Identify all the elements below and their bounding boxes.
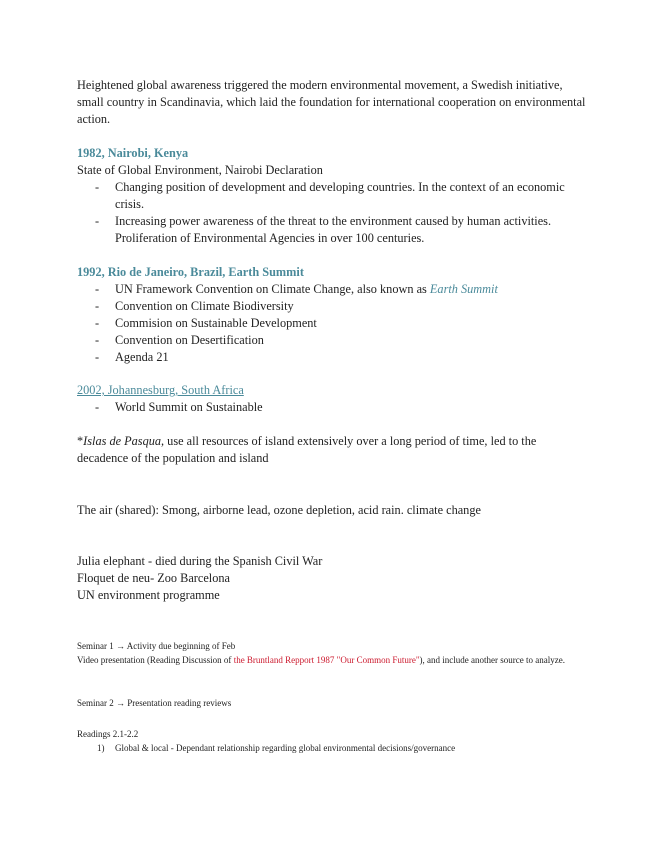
section-1992-heading: 1992, Rio de Janeiro, Brazil, Earth Summit <box>77 265 304 279</box>
islas-paragraph: *Islas de Pasqua, use all resources of island extensively over a long period of time, led to the decadence of the population and island <box>77 434 537 465</box>
section-2002-list <box>77 399 587 416</box>
section-1992 <box>77 264 587 366</box>
earth-summit-link[interactable]: Earth Summit <box>429 282 498 296</box>
seminar-1-title: Seminar 1 → Activity due beginning of Feb <box>77 641 236 651</box>
list-item: - Convention on Desertification <box>95 333 264 347</box>
list-item: - Increasing power awareness of the threat to the environment caused by human activities. Proliferation of Environmental Agencies in over 100 centuries. <box>95 214 552 245</box>
list-item: - World Summit on Sustainable <box>95 400 263 414</box>
section-2002-heading-link[interactable]: 2002, Johannesburg, South Africa <box>77 383 244 397</box>
list-item: - Commision on Sustainable Development <box>95 316 317 330</box>
readings-block <box>77 727 587 755</box>
readings-label: Readings 2.1-2.2 <box>77 729 139 739</box>
bruntland-report-title: the Bruntland Repport 1987 "Our Common Future" <box>233 655 420 665</box>
note-line: UN environment programme <box>77 588 220 602</box>
seminar-1-details: Video presentation (Reading Discussion of the Bruntland Repport 1987 "Our Common Future"), and include another source to analyze. <box>77 655 565 665</box>
islas-name: Islas de Pasqua, <box>83 434 165 448</box>
list-item: - UN Framework Convention on Climate Change, also known as Earth Summit <box>95 282 498 296</box>
note-line: Floquet de neu- Zoo Barcelona <box>77 571 230 585</box>
section-2002 <box>77 382 587 416</box>
list-item: - Changing position of development and developing countries. In the context of an economic crisis. <box>95 180 565 211</box>
section-1982-subtitle: State of Global Environment, Nairobi Declaration <box>77 163 323 177</box>
seminar-2-title: Seminar 2 → Presentation reading reviews <box>77 698 232 708</box>
air-paragraph: The air (shared): Smong, airborne lead, ozone depletion, acid rain. climate change <box>77 503 481 517</box>
section-1992-list <box>77 281 587 366</box>
list-item: - Convention on Climate Biodiversity <box>95 299 294 313</box>
seminar-1 <box>77 639 587 667</box>
note-line: Julia elephant - died during the Spanish Civil War <box>77 554 323 568</box>
intro-paragraph: Heightened global awareness triggered the modern environmental movement, a Swedish initiative, small country in Scandinavia, which laid the foundation for international cooperation on environmental action. <box>77 78 586 126</box>
list-item: 1) Global & local - Dependant relationship regarding global environmental decisions/governance <box>97 743 456 753</box>
readings-list <box>77 741 587 755</box>
list-item: - Agenda 21 <box>95 350 169 364</box>
notes-block <box>77 553 587 604</box>
section-1982 <box>77 145 587 247</box>
section-1982-heading: 1982, Nairobi, Kenya <box>77 146 189 160</box>
section-1982-list <box>77 179 587 247</box>
